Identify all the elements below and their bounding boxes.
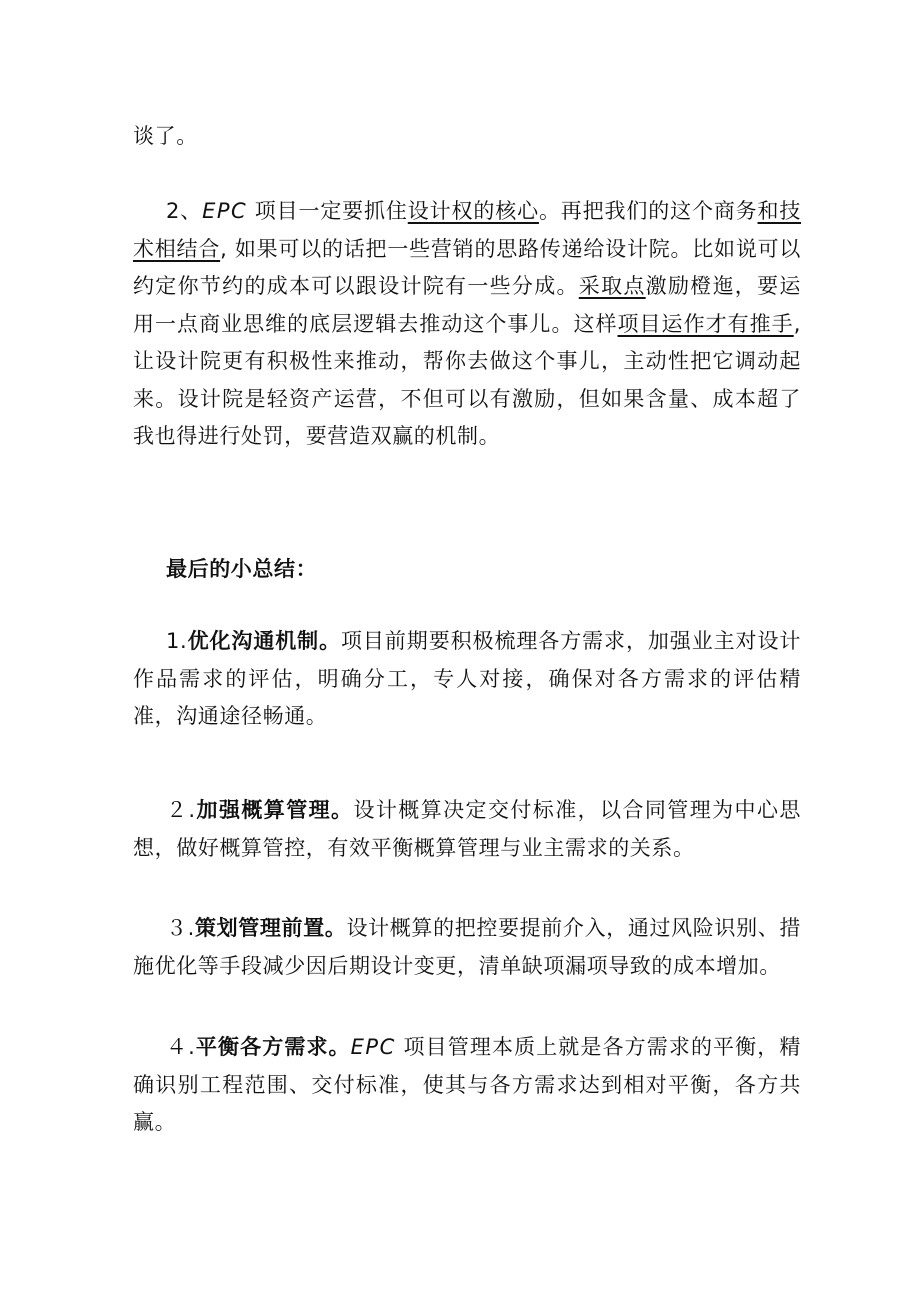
item-1-body: 项目前期要积极梳理各方需求，加强业主对设计作品需求的评估，明确分工，专人对接，确保对各方需求的评估精准，沟通途径畅通。 — [133, 629, 801, 728]
lead-line — [133, 118, 801, 156]
item-2-body: 设计概算决定交付标准，以合同管理为中心思想，做好概算管控，有效平衡概算管理与业主需求的关系。 — [133, 798, 801, 860]
summary-heading-text: 最后的小总结： — [166, 557, 318, 581]
item-4-body: 项目管理本质上就是各方需求的平衡，精确识别工程范围、交付标准，使其与各方需求达到相对平衡，各方共赢。 — [133, 1035, 801, 1134]
summary-item-4 — [133, 1029, 801, 1142]
summary-item-2 — [133, 792, 801, 867]
point-2-paragraph — [133, 193, 801, 456]
point-2-text-5: , 让设计院更有积极性来推动，帮你去做这个事儿，主动性把它调动起来。设计院是轻资产运营，不但可以有激励，但如果含量、成本超了我也得进行处罚，要营造双赢的机制。 — [133, 311, 801, 448]
point-2-text-4: 激励橙迤，要运用一点商业思维的底层逻辑去推动这个事儿。这样 — [133, 274, 801, 336]
point-2-epc: EPC — [202, 199, 248, 223]
item-3-number: ３. — [166, 916, 195, 940]
item-3-body: 设计概算的把控要提前介入，通过风险识别、措施优化等手段减少因后期设计变更，清单缺项漏项导致的成本增加。 — [133, 916, 801, 978]
point-2-underline-3: 采取点 — [578, 274, 646, 298]
item-4-number: ４. — [166, 1035, 196, 1059]
item-4-epc: EPC — [350, 1035, 396, 1059]
point-2-underline-2: 和技术相结合 — [133, 199, 802, 261]
item-2-title: 加强概算管理。 — [195, 798, 354, 822]
item-3-title: 策划管理前置。 — [194, 916, 347, 940]
point-2-underline-4: 项目运作才有推手 — [617, 311, 794, 336]
item-1-title: 优化沟通机制。 — [187, 629, 342, 653]
summary-item-3 — [133, 910, 801, 985]
lead-line-text: 谈了。 — [133, 124, 198, 148]
summary-item-1 — [133, 623, 801, 736]
item-1-number: 1. — [166, 629, 188, 653]
item-2-number: ２. — [166, 798, 196, 822]
point-2-text-2: 。再把我们的这个商务 — [538, 199, 758, 223]
item-4-title: 平衡各方需求。 — [195, 1035, 351, 1059]
summary-heading — [133, 551, 801, 589]
point-2-text-1: 项目一定要抓住 — [247, 199, 408, 223]
point-2-text-3: , 如果可以的话把一些营销的思路传递给设计院。比如说可以约定你节约的成本可以跟设计院有一些分成。 — [133, 236, 801, 298]
point-2-underline-1: 设计权的核心 — [407, 199, 539, 223]
point-2-number: 2、 — [166, 199, 203, 223]
